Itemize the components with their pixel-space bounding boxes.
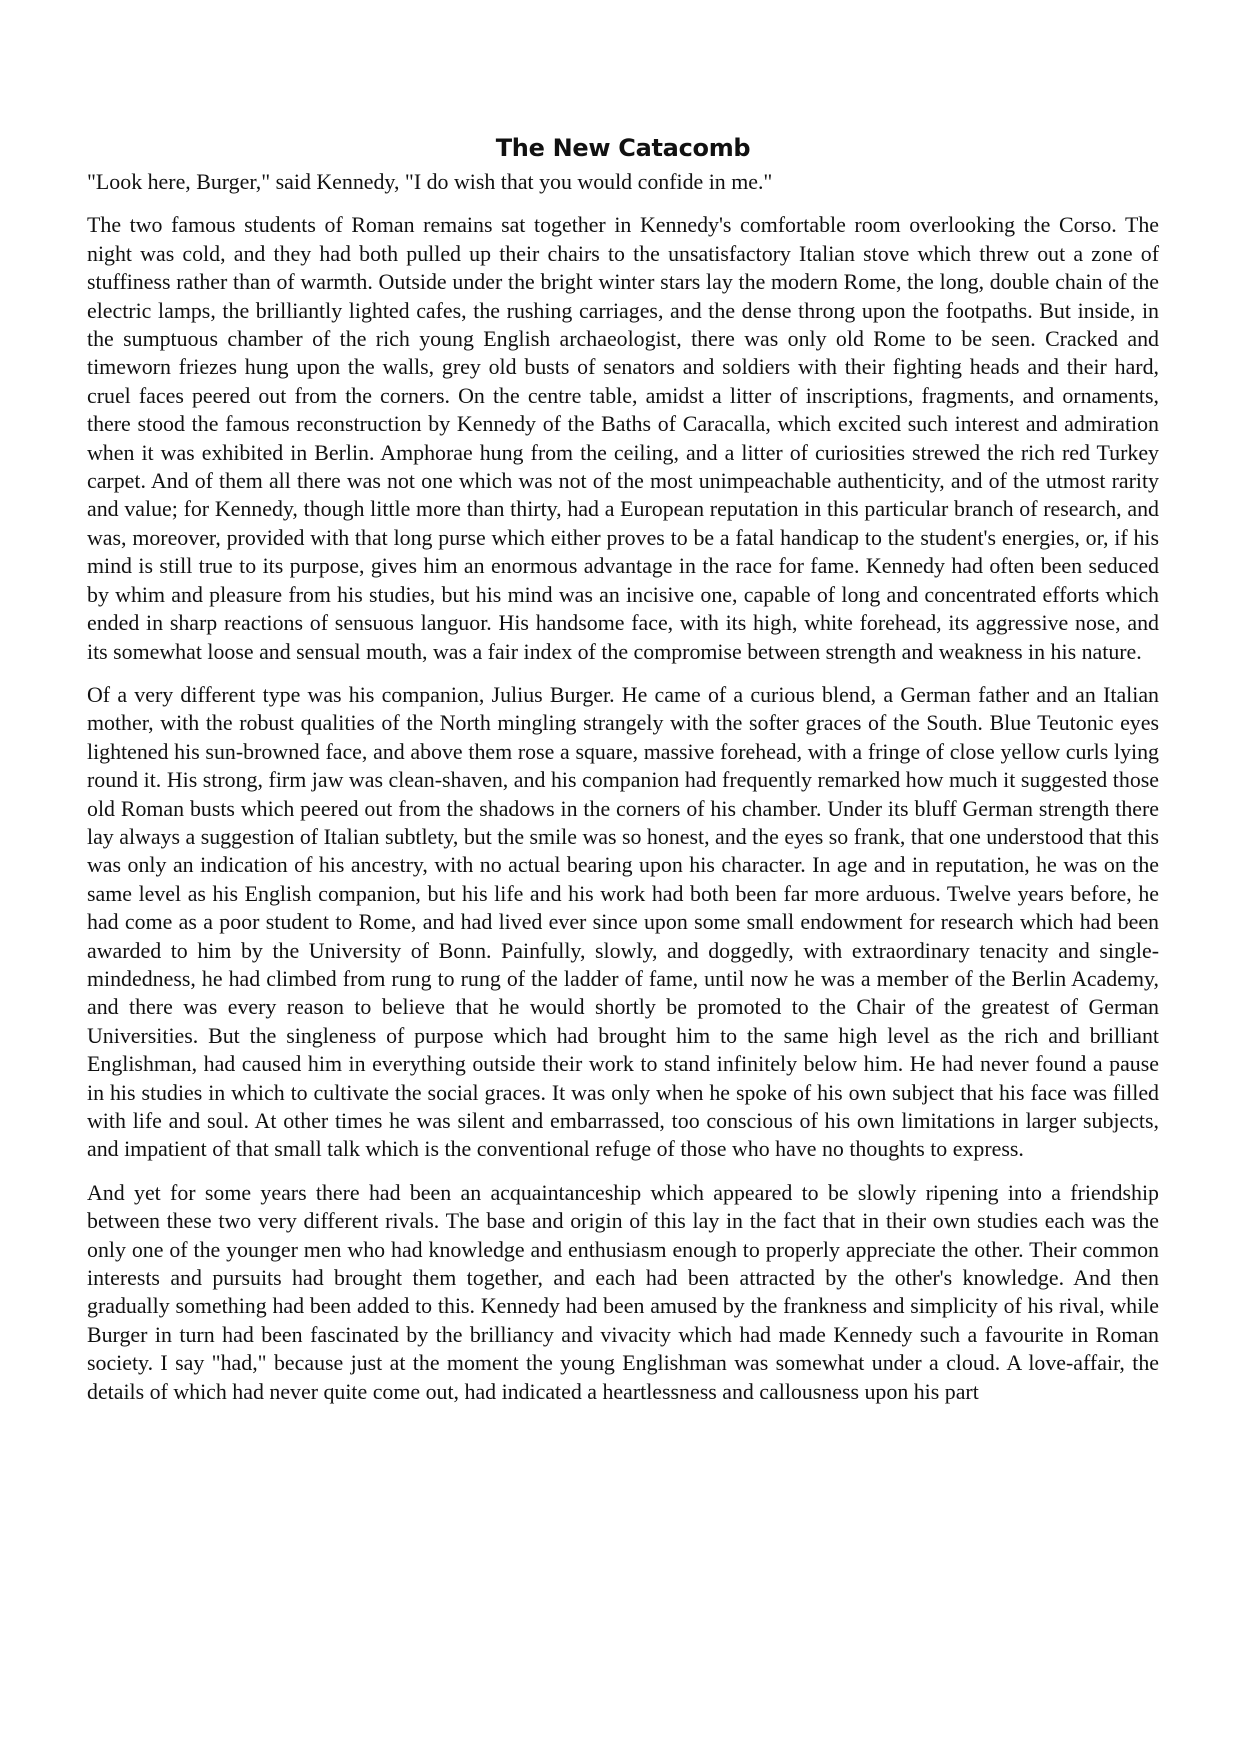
paragraph-acquaintanceship: And yet for some years there had been an acquaintanceship which appeared to be slowly ripening into a friendship between these two very different rivals. The base and origin of this lay in the fact that in their own studies each was the only one of the younger men who had knowledge and enthusiasm enough to properly appreciate the other. Their common interests and pursuits had brought them together, and each had been attracted by the other's knowledge. And then gradually something had been added to this. Kennedy had been amused by the frankness and simplicity of his rival, while Burger in turn had been fascinated by the brilliancy and vivacity which had made Kennedy such a favourite in Roman society. I say "had," because just at the moment the young Englishman was somewhat under a cloud. A love-affair, the details of which had never quite come out, had indicated a heartlessness and callousness upon his part (87, 1179, 1159, 1404)
document-title: The New Catacomb (495, 134, 751, 162)
document-page (87, 132, 1159, 1421)
paragraph-opening-dialogue: "Look here, Burger," said Kennedy, "I do wish that you would confide in me." (87, 169, 773, 194)
paragraph-kennedy-room: The two famous students of Roman remains sat together in Kennedy's comfortable room overlooking the Corso. The night was cold, and they had both pulled up their chairs to the unsatisfactory Italian stove which threw out a zone of stuffiness rather than of warmth. Outside under the bright winter stars lay the modern Rome, the long, double chain of the electric lamps, the brilliantly lighted cafes, the rushing carriages, and the dense throng upon the footpaths. But inside, in the sumptuous chamber of the rich young English archaeologist, there was only old Rome to be seen. Cracked and timeworn friezes hung upon the walls, grey old busts of senators and soldiers with their fighting heads and their hard, cruel faces peered out from the corners. On the centre table, amidst a litter of inscriptions, fragments, and ornaments, there stood the famous reconstruction by Kennedy of the Baths of Caracalla, which excited such interest and admiration when it was exhibited in Berlin. Amphorae hung from the ceiling, and a litter of curiosities strewed the rich red Turkey carpet. And of them all there was not one which was not of the most unimpeachable authenticity, and of the utmost rarity and value; for Kennedy, though little more than thirty, had a European reputation in this particular branch of research, and was, moreover, provided with that long purse which either proves to be a fatal handicap to the student's energies, or, if his mind is still true to its purpose, gives him an enormous advantage in the race for fame. Kennedy had often been seduced by whim and pleasure from his studies, but his mind was an incisive one, capable of long and concentrated efforts which ended in sharp reactions of sensuous languor. His handsome face, with its high, white forehead, its aggressive nose, and its somewhat loose and sensual mouth, was a fair index of the compromise between strength and weakness in his nature. (87, 212, 1159, 664)
paragraph-julius-burger: Of a very different type was his companion, Julius Burger. He came of a curious blend, a German father and an Italian mother, with the robust qualities of the North mingling strangely with the softer graces of the South. Blue Teutonic eyes lightened his sun-browned face, and above them rose a square, massive forehead, with a fringe of close yellow curls lying round it. His strong, firm jaw was clean-shaven, and his companion had frequently remarked how much it suggested those old Roman busts which peered out from the shadows in the corners of his chamber. Under its bluff German strength there lay always a suggestion of Italian subtlety, but the smile was so honest, and the eyes so frank, that one understood that this was only an indication of his ancestry, with no actual bearing upon his character. In age and in reputation, he was on the same level as his English companion, but his life and his work had both been far more arduous. Twelve years before, he had come as a poor student to Rome, and had lived ever since upon some small endowment for research which had been awarded to him by the University of Bonn. Painfully, slowly, and doggedly, with extraordinary tenacity and single-mindedness, he had climbed from rung to rung of the ladder of fame, until now he was a member of the Berlin Academy, and there was every reason to believe that he would shortly be promoted to the Chair of the greatest of German Universities. But the singleness of purpose which had brought him to the same high level as the rich and brilliant Englishman, had caused him in everything outside their work to stand infinitely below him. He had never found a pause in his studies in which to cultivate the social graces. It was only when he spoke of his own subject that his face was filled with life and soul. At other times he was silent and embarrassed, too conscious of his own limitations in larger subjects, and impatient of that small talk which is the conventional refuge of those who have no thoughts to express. (87, 681, 1159, 1162)
